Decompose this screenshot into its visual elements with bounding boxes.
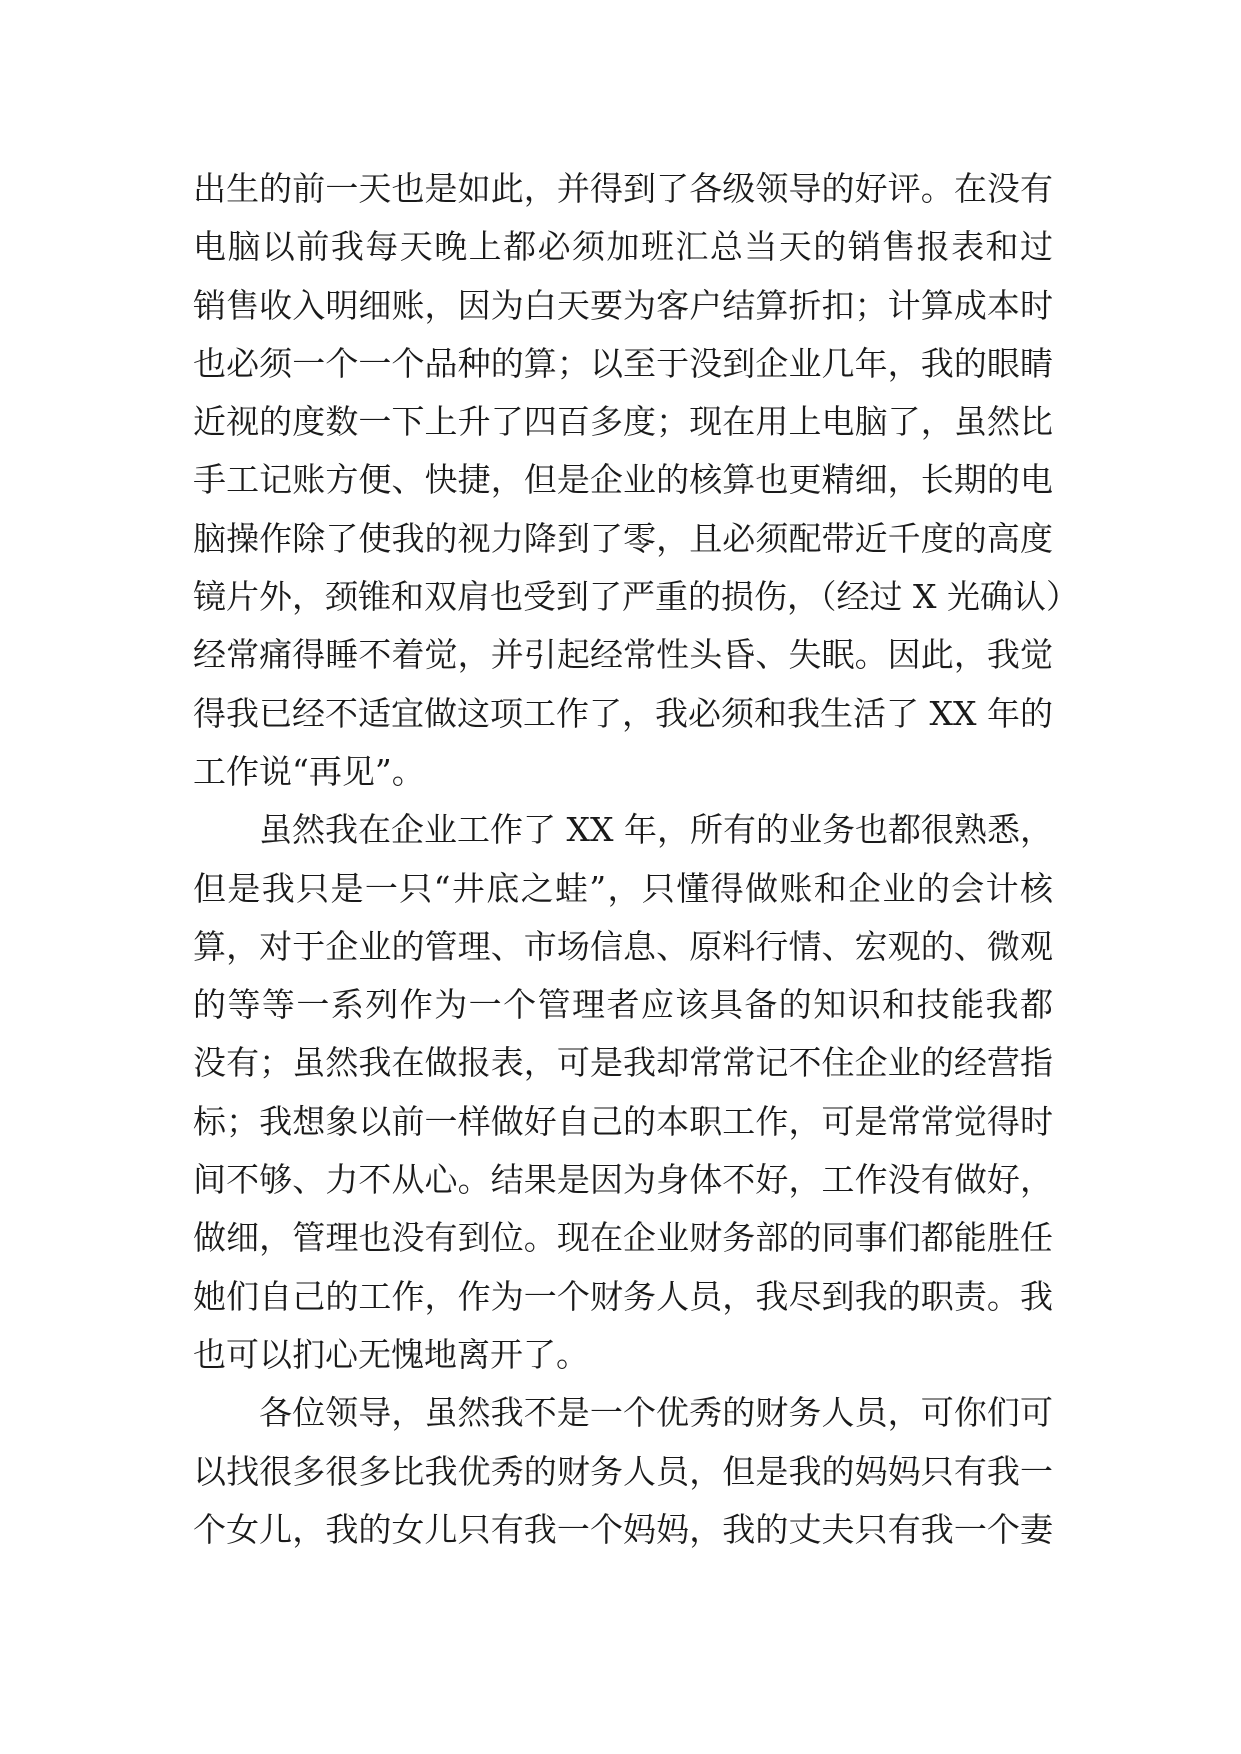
text-line: 电脑以前我每天晚上都必须加班汇总当天的销售报表和过 xyxy=(193,227,1053,267)
text-line: 间不够、力不从心。结果是因为身体不好，工作没有做好， xyxy=(193,1160,1053,1200)
text-line: 也可以扪心无愧地离开了。 xyxy=(193,1334,589,1374)
text-line: 工作说“再见”。 xyxy=(193,751,425,791)
document-body xyxy=(193,160,1079,1559)
text-line: 镜片外，颈锥和双肩也受到了严重的损伤，（经过 X 光确认） xyxy=(193,577,1079,617)
text-line: 做细，管理也没有到位。现在企业财务部的同事们都能胜任 xyxy=(193,1218,1053,1258)
text-line: 的等等一系列作为一个管理者应该具备的知识和技能我都 xyxy=(193,985,1053,1025)
text-line: 她们自己的工作，作为一个财务人员，我尽到我的职责。我 xyxy=(193,1276,1053,1316)
text-line: 经常痛得睡不着觉，并引起经常性头昏、失眠。因此，我觉 xyxy=(193,635,1053,675)
text-line: 标；我想象以前一样做好自己的本职工作，可是常常觉得时 xyxy=(193,1101,1053,1141)
text-line: 但是我只是一只“井底之蛙”，只懂得做账和企业的会计核 xyxy=(193,868,1053,908)
text-line: 手工记账方便、快捷，但是企业的核算也更精细，长期的电 xyxy=(193,460,1053,500)
text-line: 个女儿，我的女儿只有我一个妈妈，我的丈夫只有我一个妻 xyxy=(193,1509,1053,1549)
text-line: 也必须一个一个品种的算；以至于没到企业几年，我的眼睛 xyxy=(193,343,1053,383)
text-line: 算，对于企业的管理、市场信息、原料行情、宏观的、微观 xyxy=(193,926,1053,966)
text-line: 没有；虽然我在做报表，可是我却常常记不住企业的经营指 xyxy=(193,1043,1053,1083)
text-line: 近视的度数一下上升了四百多度；现在用上电脑了，虽然比 xyxy=(193,402,1053,442)
text-line: 得我已经不适宜做这项工作了，我必须和我生活了 XX 年的 xyxy=(193,693,1053,733)
text-line: 销售收入明细账，因为白天要为客户结算折扣；计算成本时 xyxy=(193,285,1053,325)
text-line: 虽然我在企业工作了 XX 年，所有的业务也都很熟悉， xyxy=(259,810,1053,850)
text-line: 各位领导，虽然我不是一个优秀的财务人员，可你们可 xyxy=(259,1393,1053,1433)
text-line: 出生的前一天也是如此，并得到了各级领导的好评。在没有 xyxy=(193,169,1053,208)
text-line: 脑操作除了使我的视力降到了零，且必须配带近千度的高度 xyxy=(193,518,1053,558)
text-line: 以找很多很多比我优秀的财务人员，但是我的妈妈只有我一 xyxy=(193,1451,1053,1491)
